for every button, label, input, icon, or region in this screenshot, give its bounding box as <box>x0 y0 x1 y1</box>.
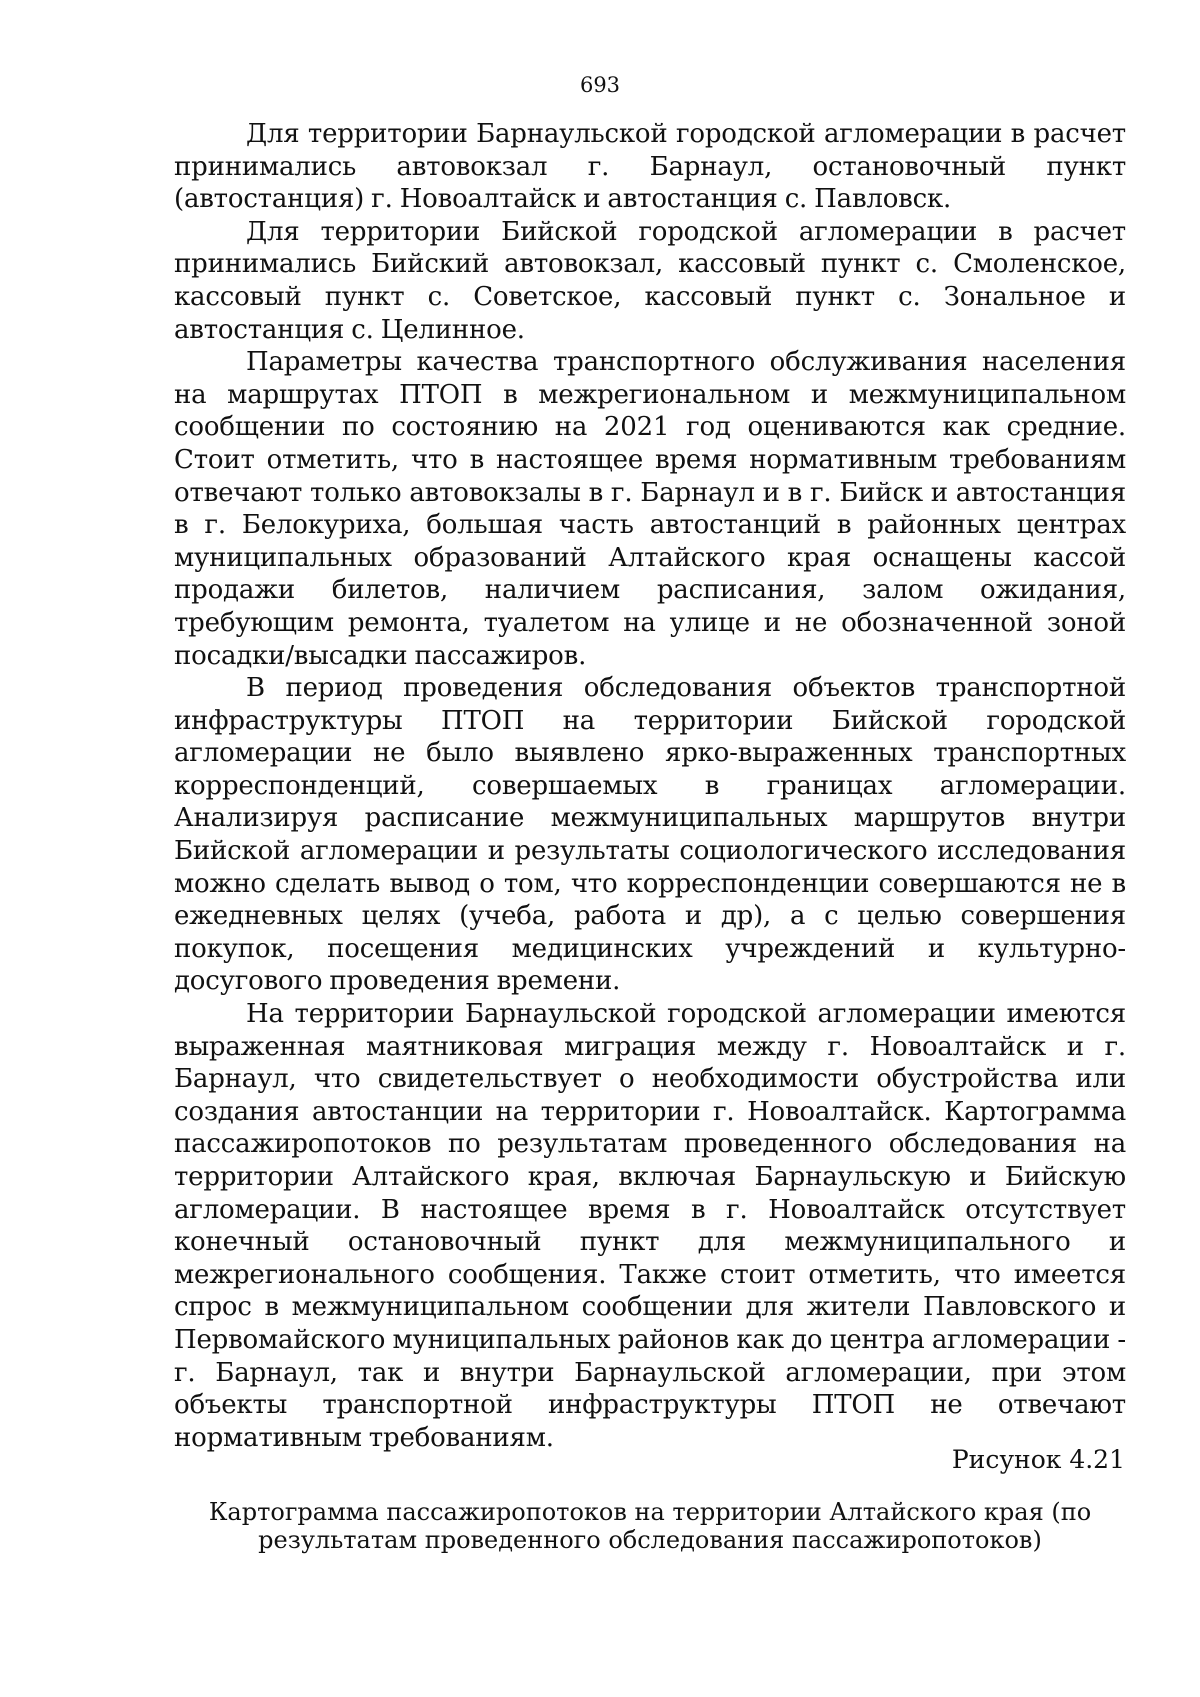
page-number: 693 <box>579 73 621 97</box>
paragraph-2: Для территории Бийской городской агломерации в расчет принимались Бийский автовокзал, кассовый пункт с. Смоленское, кассовый пункт с. Советское, кассовый пункт с. Зональное и автостанция с. Целинное. <box>174 216 1126 345</box>
figure-label: Рисунок 4.21 <box>951 1445 1125 1474</box>
paragraph-3: Параметры качества транспортного обслуживания населения на маршрутах ПТОП в межрегиональном и межмуниципальном сообщении по состоянию на 2021 год оцениваются как средние. Стоит отметить, что в настоящее время нормативным требованиям отвечают только автовокзалы в г. Барнаул и в г. Бийск и автостанция в г. Белокуриха, большая часть автостанций в районных центрах муниципальных образований Алтайского края оснащены кассой продажи билетов, наличием расписания, залом ожидания, требующим ремонта, туалетом на улице и не обозначенной зоной посадки/высадки пассажиров. <box>174 347 1126 671</box>
paragraph-1: Для территории Барнаульской городской агломерации в расчет принимались автовокзал г. Барнаул, остановочный пункт (автостанция) г. Новоалтайск и автостанция с. Павловск. <box>174 119 1126 215</box>
figure-caption: Картограмма пассажиропотоков на территории Алтайского края (по результатам проведенного обследования пассажиропотоков) <box>208 1498 1092 1554</box>
body-text <box>174 118 1126 1454</box>
paragraph-4: В период проведения обследования объектов транспортной инфраструктуры ПТОП на территории Бийской городской агломерации не было выявлено ярко-выраженных транспортных корреспонденций, совершаемых в границах агломерации. Анализируя расписание межмуниципальных маршрутов внутри Бийской агломерации и результаты социологического исследования можно сделать вывод о том, что корреспонденции совершаются не в ежедневных целях (учеба, работа и др), а с целью совершения покупок, посещения медицинских учреждений и культурно-досугового проведения времени. <box>174 673 1126 997</box>
paragraph-5: На территории Барнаульской городской агломерации имеются выраженная маятниковая миграция между г. Новоалтайск и г. Барнаул, что свидетельствует о необходимости обустройства или создания автостанции на территории г. Новоалтайск. Картограмма пассажиропотоков по результатам проведенного обследования на территории Алтайского края, включая Барнаульскую и Бийскую агломерации. В настоящее время в г. Новоалтайск отсутствует конечный остановочный пункт для межмуниципального и межрегионального сообщения. Также стоит отметить, что имеется спрос в межмуниципальном сообщении для жители Павловского и Первомайского муниципальных районов как до центра агломерации - г. Барнаул, так и внутри Барнаульской агломерации, при этом объекты транспортной инфраструктуры ПТОП не отвечают нормативным требованиям. <box>174 999 1126 1453</box>
